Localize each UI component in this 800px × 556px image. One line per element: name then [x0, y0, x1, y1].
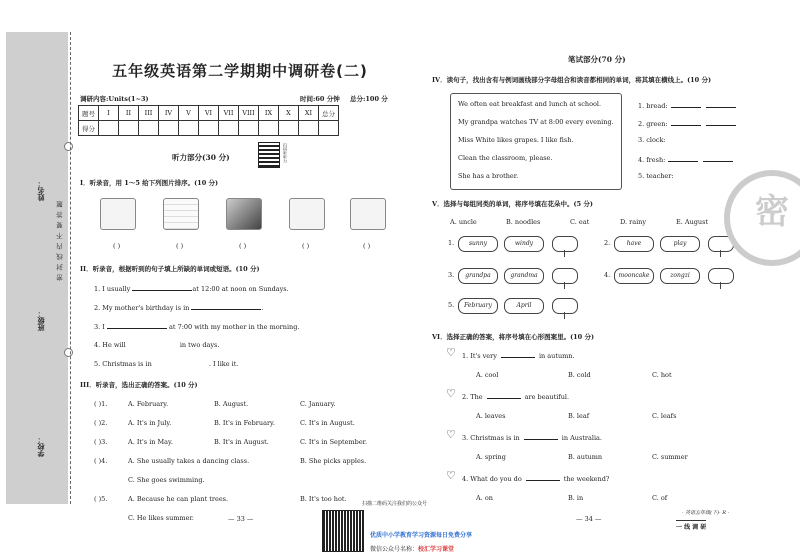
example-sentence: She has a brother. — [458, 172, 519, 180]
score-cell[interactable] — [99, 121, 119, 136]
heart-answer-icon[interactable]: ♡ — [446, 346, 456, 359]
blank-line[interactable] — [501, 350, 535, 358]
option-b: B. in — [568, 494, 584, 502]
question-part: 4. What do you do — [462, 475, 522, 483]
answer-bracket[interactable]: ( ) — [113, 242, 121, 250]
word-label: 3. clock: — [638, 136, 666, 144]
qr-caption: 扫码听听力 — [283, 143, 288, 163]
option-c: C. summer — [652, 453, 688, 461]
flower-stem — [720, 282, 721, 289]
answer-bracket[interactable]: ( ) — [239, 242, 247, 250]
option-a: A. Because he can plant trees. — [128, 495, 229, 503]
page-number-left: — 33 — — [228, 515, 254, 523]
option-c: C. of — [652, 494, 668, 502]
blank-line[interactable] — [154, 359, 209, 366]
example-sentence: My grandpa watches TV at 8:00 every evening. — [458, 118, 614, 126]
listening-header: 听力部分(30 分) — [172, 153, 230, 162]
choice-number[interactable]: ( )1. — [94, 400, 108, 408]
option-extra: C. He likes summer. — [128, 514, 194, 522]
option-c: B. She picks apples. — [300, 457, 367, 465]
score-cell[interactable] — [319, 121, 339, 136]
page-number-right: — 34 — — [576, 515, 602, 523]
word-item — [638, 172, 674, 180]
option-a: A. cool — [476, 371, 499, 379]
blank-line[interactable] — [671, 118, 701, 126]
word-item — [638, 136, 666, 144]
table-header-cell: VI — [199, 106, 219, 121]
question-part: in Australia. — [561, 434, 602, 442]
score-cell[interactable] — [119, 121, 139, 136]
answer-bracket[interactable]: ( ) — [176, 242, 184, 250]
corner-label: · 英语五年级(下)· R · — [682, 510, 730, 516]
option-b: B. leaf — [568, 412, 590, 420]
blank-line[interactable] — [128, 340, 178, 347]
table-header-cell: VIII — [239, 106, 259, 121]
total-score-label: 总分:100 分 — [350, 95, 388, 103]
fill-item: 5. Christmas is in . I like it. — [94, 360, 239, 368]
content-label: 调研内容:Units(1~3) — [80, 95, 149, 103]
question-part: the weekend? — [563, 475, 610, 483]
option-b: B. August. — [214, 400, 249, 408]
section-5-header: V．选择与每组同类的单词，将序号填在花朵中。(5 分) — [432, 200, 593, 208]
score-cell[interactable] — [259, 121, 279, 136]
flower-word: mooncake — [614, 268, 654, 284]
fill-item: 1. I usually at 12:00 at noon on Sundays. — [94, 285, 289, 293]
blank-line[interactable] — [706, 118, 736, 126]
question-part: 1. It's very — [462, 352, 497, 360]
confidential-stamp: 密 — [724, 170, 800, 266]
option-a: A. on — [476, 494, 493, 502]
table-header-cell: XI — [299, 106, 319, 121]
picture-clock-room — [350, 198, 386, 230]
option-a: A. She usually takes a dancing class. — [128, 457, 250, 465]
class-label: 班级： — [36, 310, 45, 331]
option-word: B. noodles — [506, 218, 541, 226]
score-cell[interactable] — [199, 121, 219, 136]
picture-people — [226, 198, 262, 230]
fill-item: 2. My mother's birthday is in . — [94, 304, 264, 312]
section-6-header: VI．选择正确的答案，将序号填在心形图案里。(10 分) — [432, 333, 595, 341]
flower-word: April — [504, 298, 544, 314]
page-divider — [412, 40, 413, 510]
example-sentence: Miss White likes grapes. I like fish. — [458, 136, 574, 144]
word-label: 4. fresh: — [638, 156, 666, 164]
choice-number[interactable]: ( )5. — [94, 495, 108, 503]
blank-line[interactable] — [706, 100, 736, 108]
flower-word: windy — [504, 236, 544, 252]
score-cell[interactable] — [239, 121, 259, 136]
blank-line[interactable] — [191, 302, 261, 310]
corner-label-2: 一 线 调 研 — [676, 520, 706, 531]
option-a: A. leaves — [476, 412, 506, 420]
table-header-cell: I — [99, 106, 119, 121]
score-cell[interactable] — [279, 121, 299, 136]
option-c: C. leafs — [652, 412, 677, 420]
flower-stem — [564, 312, 565, 319]
answer-flower[interactable] — [552, 298, 578, 314]
table-header-cell: VII — [219, 106, 239, 121]
table-header-cell: III — [139, 106, 159, 121]
answer-flower[interactable] — [708, 268, 734, 284]
option-c: C. hot — [652, 371, 672, 379]
heart-answer-icon[interactable]: ♡ — [446, 428, 456, 441]
picture-family-dinner — [100, 198, 136, 230]
answer-flower[interactable] — [552, 236, 578, 252]
question-text — [462, 432, 602, 442]
blank-line[interactable] — [132, 283, 192, 291]
answer-bracket[interactable]: ( ) — [363, 242, 371, 250]
fill-item: 3. I at 7:00 with my mother in the morning. — [94, 323, 300, 331]
question-text — [462, 391, 569, 401]
blank-line[interactable] — [524, 432, 558, 440]
word-item — [638, 154, 733, 164]
table-header-cell: IX — [259, 106, 279, 121]
score-cell[interactable] — [159, 121, 179, 136]
question-part: are beautiful. — [524, 393, 570, 401]
question-text — [462, 473, 609, 483]
flower-stem — [564, 282, 565, 289]
flower-word: play — [660, 236, 700, 252]
score-table — [78, 105, 339, 136]
time-label: 时间:60 分钟 — [300, 95, 340, 103]
score-cell[interactable] — [219, 121, 239, 136]
option-b: B. It's in February. — [214, 419, 275, 427]
score-cell[interactable] — [179, 121, 199, 136]
option-a: A. It's in May. — [128, 438, 173, 446]
flower-stem — [720, 250, 721, 257]
footer-qr-caption: 扫描二维码关注我们的公众号 — [362, 501, 428, 507]
group-number: 3. — [448, 271, 455, 279]
table-header-cell: V — [179, 106, 199, 121]
seal-line-text: 密 封 线 内 不 要 答 题 — [56, 200, 64, 282]
example-sentence: We often eat breakfast and lunch at school. — [458, 100, 602, 108]
option-b: B. It's in August. — [214, 438, 269, 446]
flower-word: grandma — [504, 268, 544, 284]
school-label: 学校： — [36, 436, 45, 457]
option-a: A. It's in July. — [128, 419, 172, 427]
question-text — [462, 350, 575, 360]
heart-answer-icon[interactable]: ♡ — [446, 469, 456, 482]
table-header-cell: 总分 — [319, 106, 339, 121]
score-cell[interactable] — [139, 121, 159, 136]
table-header-cell: X — [279, 106, 299, 121]
blank-line[interactable] — [526, 473, 560, 481]
question-part: 2. The — [462, 393, 483, 401]
option-b: B. cold — [568, 371, 591, 379]
word-label: 1. bread: — [638, 102, 668, 110]
table-header-cell: 题号 — [79, 106, 99, 121]
blank-line[interactable] — [668, 154, 698, 162]
seal-dashed-line — [70, 32, 72, 504]
option-c: C. January. — [300, 400, 336, 408]
qr-code-image — [258, 142, 280, 168]
flower-word: sunny — [458, 236, 498, 252]
table-header-cell: II — [119, 106, 139, 121]
option-c: C. It's in September. — [300, 438, 368, 446]
page-title: 五年级英语第二学期期中调研卷(二) — [112, 62, 368, 80]
heart-answer-icon[interactable]: ♡ — [446, 387, 456, 400]
footer-line-2: 微信公众号名称：校汇学习课堂 — [370, 546, 455, 553]
question-part: in autumn. — [538, 352, 575, 360]
group-number: 1. — [448, 239, 455, 247]
option-extra: C. She goes swimming. — [128, 476, 205, 484]
section-2-header: II．听录音，根据听到的句子填上所缺的单词或短语。(10 分) — [80, 265, 260, 273]
option-word: D. rainy — [620, 218, 647, 226]
choice-number[interactable]: ( )3. — [94, 438, 108, 446]
fill-item: 4. He will in two days. — [94, 341, 220, 349]
blank-line[interactable] — [487, 391, 521, 399]
option-c: B. It's too hot. — [300, 495, 347, 503]
group-number: 4. — [604, 271, 611, 279]
answer-flower[interactable] — [552, 268, 578, 284]
score-cell[interactable] — [299, 121, 319, 136]
word-item — [638, 118, 736, 128]
word-label: 5. teacher: — [638, 172, 674, 180]
blank-line[interactable] — [703, 154, 733, 162]
word-label: 2. green: — [638, 120, 668, 128]
word-item — [638, 100, 736, 110]
option-c: C. It's in August. — [300, 419, 355, 427]
name-label: 姓名： — [36, 180, 45, 201]
answer-bracket[interactable]: ( ) — [302, 242, 310, 250]
flower-word: February — [458, 298, 498, 314]
section-1-header: I．听录音，用 1～5 给下列图片排序。(10 分) — [80, 179, 219, 187]
group-number: 2. — [604, 239, 611, 247]
footer-line-1: 优质中小学教育学习资源每日免费分享 — [370, 532, 473, 539]
picture-children — [289, 198, 325, 230]
flower-word: zongzi — [660, 268, 700, 284]
section-4-header: IV．读句子，找出含有与例词画线部分字母组合和读音都相同的单词，将其填在横线上。(10 分) — [432, 76, 712, 84]
option-b: B. autumn — [568, 453, 603, 461]
option-word: A. uncle — [450, 218, 477, 226]
picture-calendar — [163, 198, 199, 230]
section-3-header: III．听录音，选出正确的答案。(10 分) — [80, 381, 198, 389]
option-a: A. February. — [128, 400, 169, 408]
blank-line[interactable] — [107, 321, 167, 329]
written-header: 笔试部分(70 分) — [568, 55, 626, 64]
option-a: A. spring — [476, 453, 506, 461]
table-row-label: 得分 — [79, 121, 99, 136]
option-word: C. eat — [570, 218, 590, 226]
group-number: 5. — [448, 301, 455, 309]
flower-word: have — [614, 236, 654, 252]
footer-qr-code — [322, 510, 364, 552]
table-header-cell: IV — [159, 106, 179, 121]
flower-word: grandpa — [458, 268, 498, 284]
question-part: 3. Christmas is in — [462, 434, 520, 442]
example-sentence: Clean the classroom, please. — [458, 154, 553, 162]
choice-number[interactable]: ( )2. — [94, 419, 108, 427]
option-word: E. August — [676, 218, 709, 226]
choice-number[interactable]: ( )4. — [94, 457, 108, 465]
flower-stem — [564, 250, 565, 257]
blank-line[interactable] — [671, 100, 701, 108]
